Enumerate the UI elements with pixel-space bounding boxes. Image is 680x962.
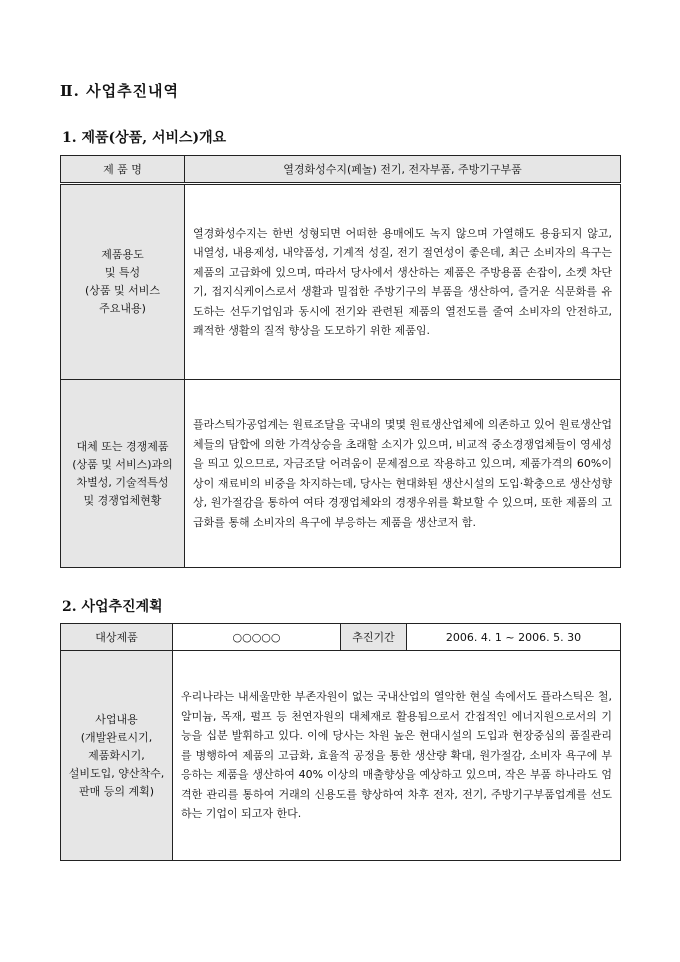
competition-row [61,380,621,568]
product-overview-heading: 1. 제품(상품, 서비스)개요 [62,130,227,146]
plan-header-row [61,624,621,651]
competition-label: 대체 또는 경쟁제품 (상품 및 서비스)과의 차별성, 기술적특성 및 경쟁업체현황 [61,380,185,568]
usage-text: 열경화성수지는 한번 성형되면 어떠한 용매에도 녹지 않으며 가열해도 용융되지 않고, 내열성, 내용제성, 내약품성, 기계적 성질, 전기 절연성이 좋은데, 최근 소비자의 욕구는 제품의 고급화에 있으며, 따라서 당사에서 생산하는 제품은 주방용품 손잡이, 소켓 차단기, 접지식케이스로서 생활과 밀접한 주방기구의 부품을 생산하여, 즐거운 식문화를 유도하는 선두기업임과 동시에 전기와 관련된 제품의 열전도를 줄여 소비자의 안전하고, 쾌적한 생활의 질적 향상을 도모하기 위한 제품임. [185,184,621,380]
plan-detail-row [61,651,621,861]
business-plan-table [60,623,621,861]
product-name-label: 제 품 명 [61,156,185,184]
business-plan-heading: 2. 사업추진계획 [62,599,163,615]
competition-text: 플라스틱가공업계는 원료조달을 국내의 몇몇 원료생산업체에 의존하고 있어 원료생산업체들의 담합에 의한 가격상승을 초래할 소지가 있으며, 비교적 중소경쟁업체들이 영세성을 띄고 있으므로, 자금조달 어려움이 문제점으로 작용하고 있으며, 제품가격의 60%이상이 재료비의 비중을 차지하는데, 당사는 현대화된 생산시설의 도입·확충으로 생산성향상, 원가절감을 통하여 여타 경쟁업체와의 경쟁우위를 확보할 수 있으며, 또한 제품의 고급화를 통해 소비자의 욕구에 부응하는 제품을 생산코저 함. [185,380,621,568]
period-label: 추진기간 [341,624,407,651]
section-title: Ⅱ. 사업추진내역 [60,82,180,100]
usage-label: 제품용도 및 특성 (상품 및 서비스 주요내용) [61,184,185,380]
product-overview-table [60,155,621,568]
plan-detail-text: 우리나라는 내세울만한 부존자원이 없는 국내산업의 열악한 현실 속에서도 플라스틱은 철, 알미늄, 목재, 펄프 등 천연자원의 대체재로 활용됨으로서 간접적인 에너지원으로서의 기능을 십분 발휘하고 있다. 이에 당사는 차원 높은 현대시설의 도입과 현장중심의 품질관리를 병행하여 제품의 고급화, 효율적 공정을 통한 생산량 확대, 원가절감, 소비자 욕구에 부응하는 제품을 생산하여 40% 이상의 매출향상을 예상하고 있으며, 작은 부품 하나라도 엄격한 관리를 통하여 거래의 신용도를 향상하여 차후 전자, 전기, 주방기구부품업계를 선도하는 기업이 되고자 한다. [173,651,621,861]
target-product-label: 대상제품 [61,624,173,651]
target-product-value: ○○○○○ [173,624,341,651]
plan-detail-label: 사업내용 (개발완료시기, 제품화시기, 설비도입, 양산착수, 판매 등의 계획) [61,651,173,861]
product-name-value: 열경화성수지(페놀) 전기, 전자부품, 주방기구부품 [185,156,621,184]
usage-row [61,184,621,380]
product-name-row [61,156,621,184]
period-value: 2006. 4. 1 ~ 2006. 5. 30 [407,624,621,651]
